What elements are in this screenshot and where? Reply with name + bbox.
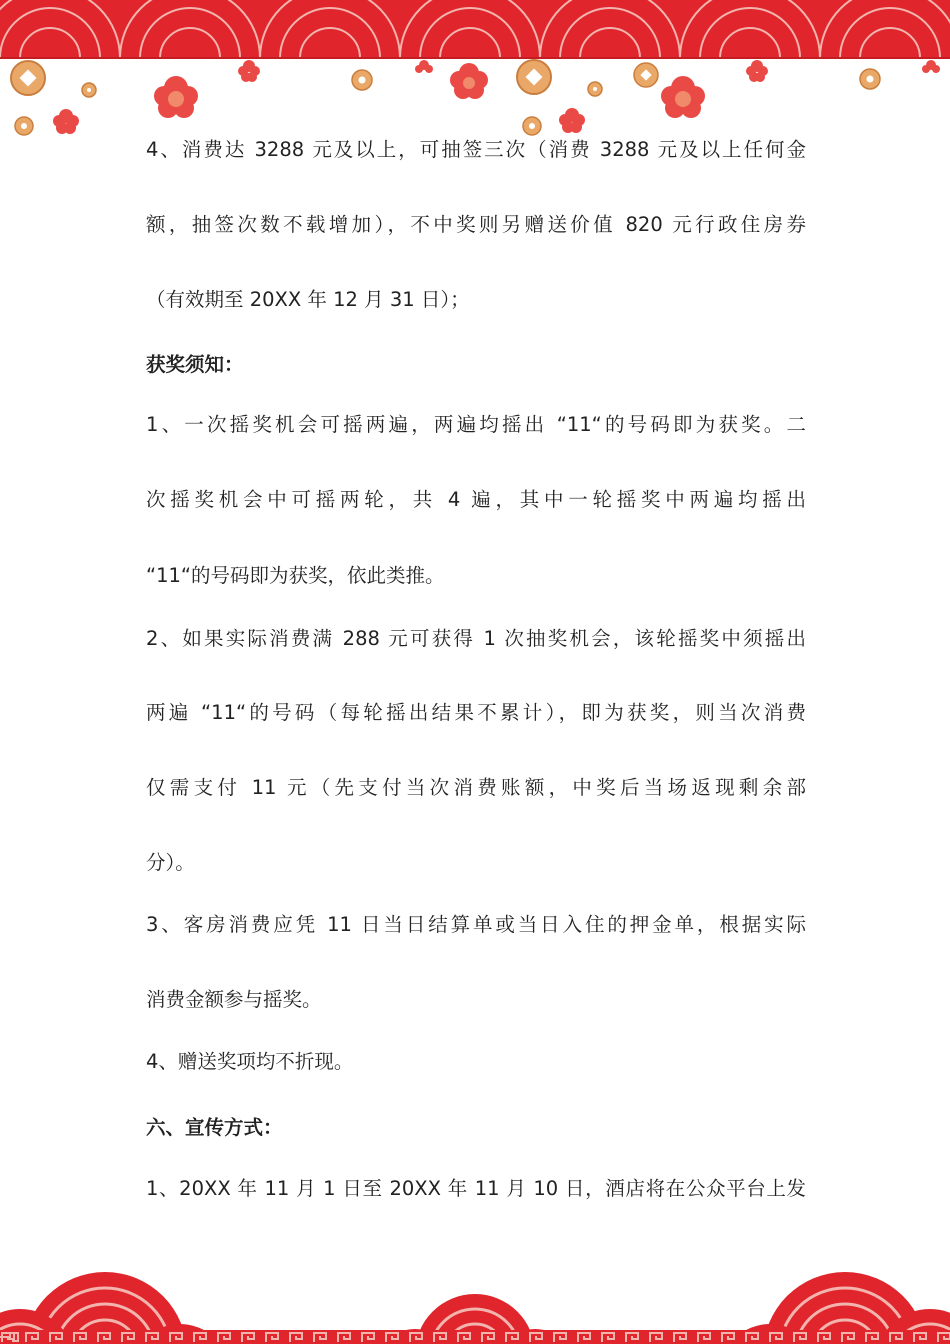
- coin-icon: [15, 117, 33, 135]
- coin-icon: [523, 117, 541, 135]
- paragraph-line: （有效期至 20XX 年 12 月 31 日）；: [146, 288, 470, 311]
- plum-flower-icon: [415, 60, 433, 73]
- paragraph-line: 4、消费达 3288 元及以上，可抽签三次（消费 3288 元及以上任何金: [146, 138, 806, 161]
- paragraph-line: 次摇奖机会中可摇两轮，共 4 遍，其中一轮摇奖中两遍均摇出: [146, 488, 806, 511]
- paragraph-line: 仅需支付 11 元（先支付当次消费账额，中奖后当场返现剩余部: [146, 776, 806, 799]
- coin-icon: [11, 61, 45, 95]
- coin-icon: [588, 82, 602, 96]
- plum-flower-icon: [53, 109, 79, 134]
- coin-icon: [634, 63, 658, 87]
- paragraph-line: “11“的号码即为获奖，依此类推。: [146, 564, 445, 587]
- plum-flower-icon: [559, 108, 585, 133]
- coin-icon: [517, 60, 551, 94]
- paragraph-line: 两遍 “11“的号码（每轮摇出结果不累计），即为获奖，则当次消费: [146, 701, 806, 724]
- plum-flower-icon: [746, 60, 768, 82]
- top-decoration: [0, 0, 950, 140]
- paragraph-line: 2、如果实际消费满 288 元可获得 1 次抽奖机会，该轮摇奖中须摇出: [146, 627, 806, 650]
- paragraph-line: 分）。: [146, 851, 195, 874]
- bottom-decoration: [0, 1254, 950, 1344]
- paragraph-line: 额，抽签次数不载增加），不中奖则另赠送价值 820 元行政住房券: [146, 213, 806, 236]
- plum-flower-icon: [154, 76, 198, 118]
- coin-icon: [82, 83, 96, 97]
- paragraph-line: 消费金额参与摇奖。: [146, 988, 322, 1011]
- plum-flower-icon: [238, 60, 260, 82]
- fret-border: [0, 1330, 950, 1344]
- paragraph-line: 1、一次摇奖机会可摇两遍，两遍均摇出 “11“的号码即为获奖。二: [146, 413, 806, 436]
- coin-icon: [352, 70, 372, 90]
- paragraph-line: 1、20XX 年 11 月 1 日至 20XX 年 11 月 10 日，酒店将在公众平台上发: [146, 1177, 806, 1200]
- coin-icon: [860, 69, 880, 89]
- section-heading: 六、宣传方式：: [146, 1116, 283, 1139]
- plum-flower-icon: [661, 76, 705, 118]
- paragraph-line: 4、赠送奖项均不折现。: [146, 1050, 354, 1073]
- paragraph-line: 3、客房消费应凭 11 日当日结算单或当日入住的押金单，根据实际: [146, 913, 806, 936]
- plum-flower-icon: [450, 63, 488, 99]
- plum-flower-icon: [922, 60, 940, 73]
- section-heading: 获奖须知：: [146, 353, 244, 376]
